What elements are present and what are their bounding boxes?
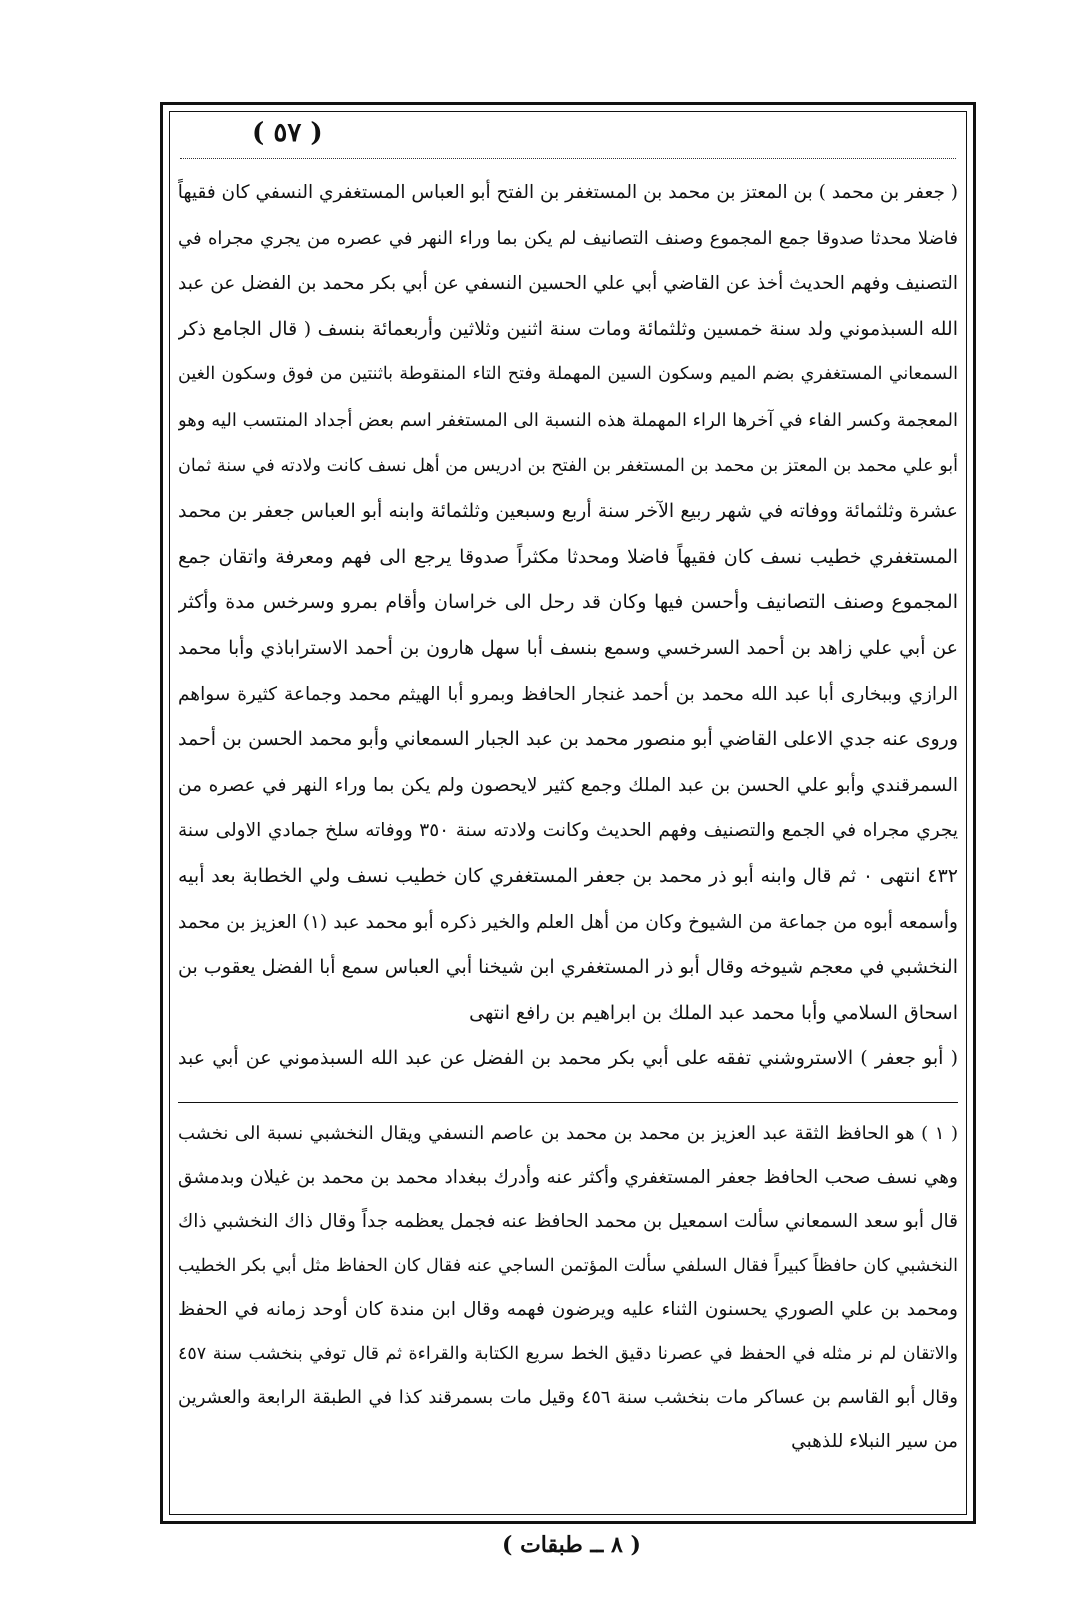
footnote-line: وهي نسف صحب الحافظ جعفر المستغفري وأكثر عنه وأدرك ببغداد محمد بن محمد بن غيلان وبدمشق: [178, 1167, 958, 1188]
text-line: المجموع وصنف التصانيف وأحسن فيها وكان قد رحل الى خراسان وأقام بمرو وسرخس مدة وأكثر: [178, 591, 958, 614]
text-line: اسحاق السلامي وأبا محمد عبد الملك بن ابراهيم بن رافع انتهى: [469, 1001, 958, 1024]
page-number: ( ٥٧ ): [252, 118, 323, 148]
text-line: المعجمة وكسر الفاء في آخرها الراء المهملة هذه النسبة الى المستغفر اسم بعض أجداد المنتسب اليه وهو: [178, 409, 958, 431]
text-line: عشرة وثلثمائة ووفاته في شهر ربيع الآخر سنة أربع وسبعين وثلثمائة وابنه أبو العباس جعفر بن محمد: [178, 500, 958, 523]
text-line: ( أبو جعفر ) الاستروشني تفقه على أبي بكر محمد بن الفضل عن عبد الله السبذموني عن أبي عبد: [178, 1047, 958, 1070]
text-line: السمعاني المستغفري بضم الميم وسكون السين المهملة وفتح التاء المنقوطة باثنتين من فوق وسكون الغين: [178, 364, 958, 385]
text-line: النخشبي في معجم شيوخه وقال أبو ذر المستغفري ابن شيخنا أبي العباس سمع أبا الفضل يعقوب بن: [178, 956, 958, 979]
signature-mark: ( ٨ ــ طبقات ): [502, 1532, 641, 1558]
text-line: السمرقندي وأبو علي الحسن بن عبد الملك وجمع كثير لايحصون ولم يكن بما وراء النهر في عصره من: [178, 774, 958, 796]
footnote-divider: [178, 1102, 958, 1103]
footnote-line: ( ١ ) هو الحافظ الثقة عبد العزيز بن محمد بن محمد بن عاصم النسفي ويقال النخشبي نسبة الى نخشب: [178, 1123, 958, 1144]
text-line: أبو علي محمد بن المعتز بن محمد بن المستغفر بن الفتح بن ادريس من أهل نسف كانت ولادته في سنة ثمان: [178, 455, 958, 476]
footnote-line: ومحمد بن علي الصوري يحسنون الثناء عليه ويرضون فهمه وقال ابن مندة كان أوحد زمانه في الحفظ: [178, 1299, 958, 1320]
text-line: يجري مجراه في الجمع والتصنيف وفهم الحديث وكانت ولادته سنة ٣٥٠ ووفاته سلخ جمادي الاولى سنة: [178, 820, 958, 842]
text-line: الرازي وببخارى أبا عبد الله محمد بن أحمد غنجار الحافظ وبمرو أبا الهيثم محمد وجماعة كثيرة سواهم: [178, 683, 958, 705]
footnote-line: النخشبي كان حافظاً كبيراً فقال السلفي سألت المؤتمن الساجي عنه فقال كان الحفاظ مثل أبي بكر الخطيب: [178, 1256, 958, 1276]
text-line: عن أبي علي زاهد بن أحمد السرخسي وسمع بنسف أبا سهل هارون بن أحمد الاستراباذي وأبا محمد: [178, 636, 958, 659]
text-line: ( جعفر بن محمد ) بن المعتز بن محمد بن المستغفر بن الفتح أبو العباس المستغفري النسفي كان فقيهاً: [178, 182, 958, 203]
text-line: ٤٣٢ انتهى ٠ ثم قال وابنه أبو ذر محمد بن جعفر المستغفري كان خطيب نسف ولي الخطابة بعد أبيه: [178, 864, 958, 887]
text-line: فاضلا محدثا صدوقا جمع المجموع وصنف التصانيف لم يكن بما وراء النهر في عصره من يجري مجراه في: [178, 227, 958, 249]
footnote-line: من سير النبلاء للذهبي: [791, 1431, 958, 1452]
text-line: وأسمعه أبوه من جماعة من الشيوخ وكان من أهل العلم والخير ذكره أبو محمد عبد (١) العزيز بن محمد: [178, 911, 958, 933]
footnote-line: قال أبو سعد السمعاني سألت اسمعيل بن محمد الحافظ عنه فجمل يعظمه جداً وقال ذاك النخشبي ذاك: [178, 1211, 958, 1232]
text-line: التصنيف وفهم الحديث أخذ عن القاضي أبي علي الحسين النسفي عن أبي بكر محمد بن الفضل عن عبد: [178, 273, 958, 295]
footnote: [178, 1112, 958, 1464]
text-line: المستغفري خطيب نسف كان فقيهاً فاضلا ومحدثا مكثراً صدوقا يرجع الى فهم ومعرفة واتقان جمع: [178, 545, 958, 568]
footnote-line: والاتقان لم نر مثله في الحفظ في عصرنا دقيق الخط سريع الكتابة والقراءة ثم قال توفي بنخشب سنة ٤٥٧: [178, 1344, 958, 1364]
footnote-line: وقال أبو القاسم بن عساكر مات بنخشب سنة ٤٥٦ وقيل مات بسمرقند كذا في الطبقة الرابعة والعشرين: [178, 1387, 958, 1408]
text-line: وروى عنه جدي الاعلى القاضي أبو منصور محمد بن عبد الجبار السمعاني وأبو محمد الحسن بن أحمد: [178, 728, 958, 751]
main-text: [178, 170, 958, 1082]
text-line: الله السبذموني ولد سنة خمسين وثلثمائة ومات سنة اثنين وثلاثين وأربعمائة بنسف ( قال الجامع ذكر: [178, 317, 958, 340]
header-divider: [180, 158, 956, 159]
